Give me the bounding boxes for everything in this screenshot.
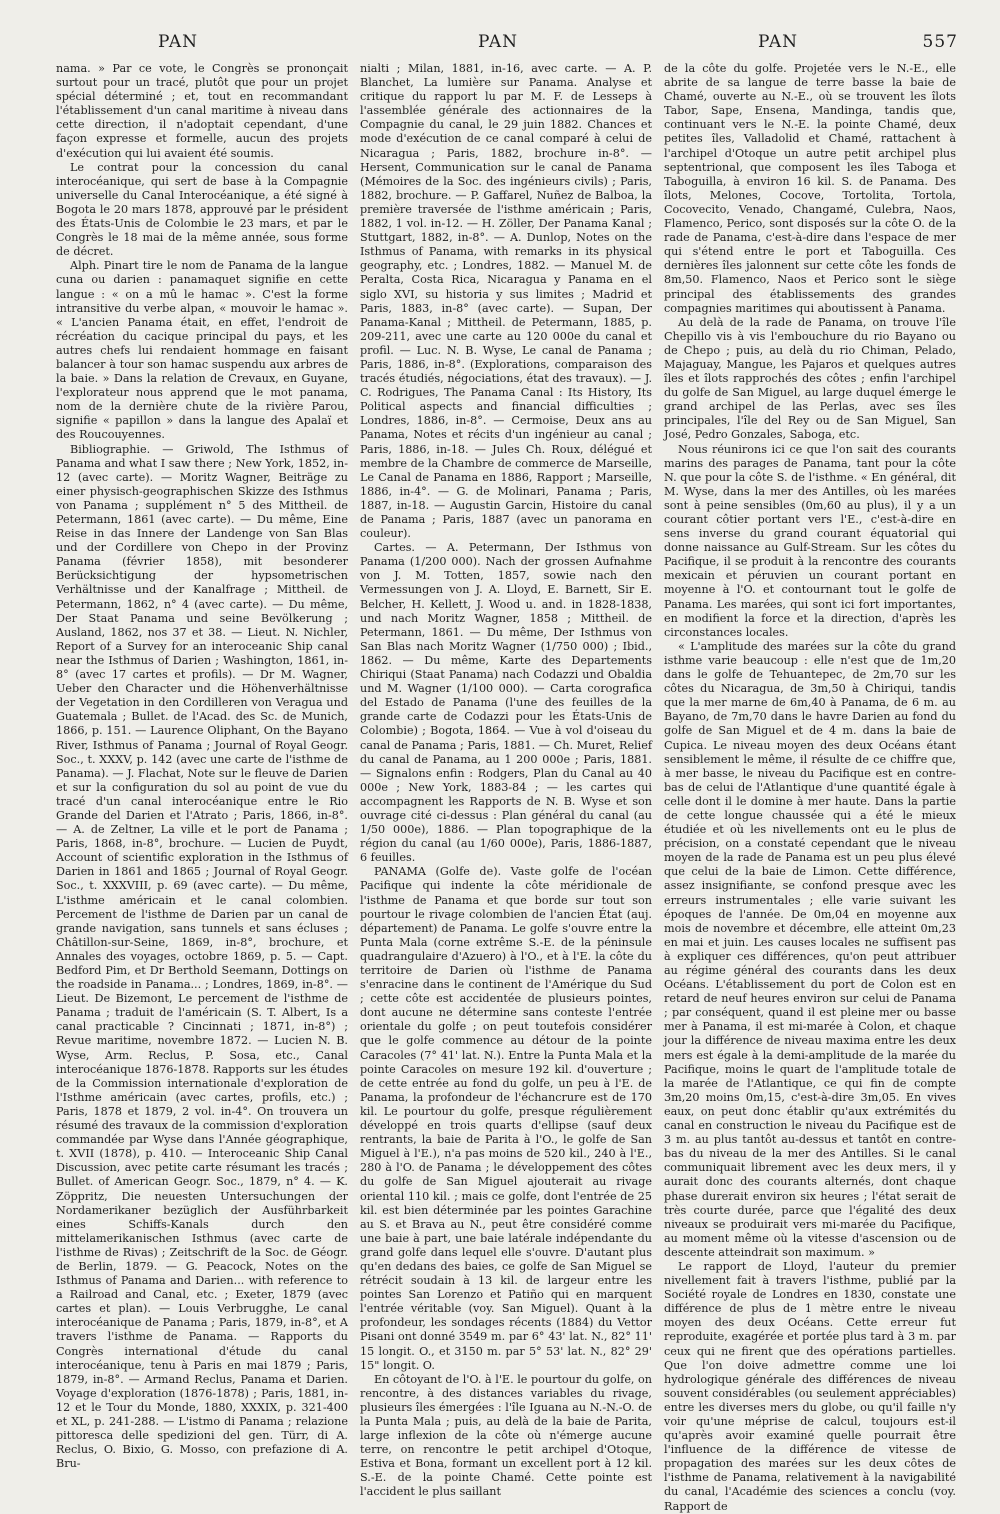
paragraph: Au delà de la rade de Panama, on trouve l'île Chepillo vis à vis l'embouchure du rio Bayano ou de Chepo ; puis, au delà du rio Chiman, Pelado, Majaguay, Mangue, les Pajaros et quelques autres îles et îlots rapprochés des côtes ; enfin l'archipel du golfe de San Miguel, au large duquel émerge le grand archipel de las Perlas, avec ses îles principales, l'île del Rey ou de San Miguel, San José, Pedro Gonzales, Saboga, etc. <box>664 315 956 442</box>
header-right-word: PAN <box>758 32 799 52</box>
paragraph: Alph. Pinart tire le nom de Panama de la langue cuna ou darien : panamaquet signifie en cette langue : « on a mû le hamac ». C'est la forme intransitive du verbe alpan, « mouvoir le hamac ». « L'ancien Panama était, en effet, l'endroit de récréation du cacique principal du pays, et les autres chefs lui rendaient hommage en faisant balancer à tour son hamac suspendu aux arbres de la baie. » Dans la relation de Crevaux, en Guyane, l'explorateur nous apprend que le mot panama, nom de la dernière chute de la rivière Parou, signifie « papillon » dans la langue des Apalaï et des Roucouyennes. <box>56 259 348 442</box>
paragraph: nama. » Par ce vote, le Congrès se prononçait surtout pour un tracé, plutôt que pour un projet spécial déterminé ; et, tout en recommandant l'établissement d'un canal maritime à niveau dans cette direction, il n'adoptait cependant, d'une façon expresse et formelle, aucun des projets d'exécution qui lui avaient été soumis. <box>56 62 348 160</box>
column-left <box>56 62 348 1471</box>
paragraph: de la côte du golfe. Projetée vers le N.-E., elle abrite de sa langue de terre basse la baie de Chamé, ouverte au N.-E., où se trouvent les îlots Tabor, Sape, Ensena, Mandinga, tandis que, continuant vers le N.-E. la pointe Chamé, deux petites îles, Valladolid et Chamé, rattachent à l'archipel d'Otoque un autre petit archipel plus septentrional, que composent les îles Taboga et Taboguilla, à environ 16 kil. S. de Panama. Des îlots, Melones, Cocove, Tortolita, Tortola, Cocovecito, Venado, Changamé, Culebra, Naos, Flamenco, Perico, sont disposés sur la côte O. de la rade de Panama, c'est-à-dire dans l'espace de mer qui s'étend entre le port et Taboguilla. Ces dernières îles jalonnent sur cette côte les fonds de 8m,50. Flamenco, Naos et Perico sont le siège principal des établissements des grandes compagnies maritimes qui aboutissent à Panama. <box>664 62 956 315</box>
paragraph: En côtoyant de l'O. à l'E. le pourtour du golfe, on rencontre, à des distances variables du rivage, plusieurs îles émergées : l'île Iguana au N.-N.-O. de la Punta Mala ; puis, au delà de la baie de Parita, large inflexion de la côte où n'émerge aucune terre, on rencontre le petit archipel d'Otoque, Estiva et Bona, formant un excellent port à 12 kil. S.-E. de la pointe Chamé. Cette pointe est l'accident le plus saillant <box>360 1372 652 1499</box>
paragraph: Nous réunirons ici ce que l'on sait des courants marins des parages de Panama, tant pour la côte N. que pour la côte S. de l'isthme. « En général, dit M. Wyse, dans la mer des Antilles, où les marées sont à peine sensibles (0m,60 au plus), il y a un courant côtier portant vers l'E., c'est-à-dire en sens inverse du grand courant équatorial qui donne naissance au Gulf-Stream. Sur les côtes du Pacifique, il se produit à la rencontre des courants mexicain et péruvien un courant portant en moyenne à l'O. et contournant tout le golfe de Panama. Les marées, qui sont ici fort importantes, en modifient la force et la direction, d'après les circonstances locales. <box>664 442 956 639</box>
header-left-word: PAN <box>158 32 199 52</box>
page-number: 557 <box>922 32 958 52</box>
paragraph: nialti ; Milan, 1881, in-16, avec carte. — A. P. Blanchet, La lumière sur Panama. Analyse et critique du rapport lu par M. F. de Lesseps à l'assemblée générale des actionnaires de la Compagnie du canal, le 29 juin 1882. Chances et mode d'exécution de ce canal comparé à celui de Nicaragua ; Paris, 1882, brochure in-8°. — Hersent, Communication sur le canal de Panama (Mémoires de la Soc. des ingénieurs civils) ; Paris, 1882, brochure. — P. Gaffarel, Nuñez de Balboa, la première traversée de l'isthme américain ; Paris, 1882, 1 vol. in-12. — H. Zöller, Der Panama Kanal ; Stuttgart, 1882, in-8°. — A. Dunlop, Notes on the Isthmus of Panama, with remarks in its physical geography, etc. ; Londres, 1882. — Manuel M. de Peralta, Costa Rica, Nicaragua y Panama en el siglo XVI, su historia y sus limites ; Madrid et Paris, 1883, in-8° (avec carte). — Supan, Der Panama-Kanal ; Mittheil. de Petermann, 1885, p. 209-211, avec une carte au 120 000e du canal et profil. — Luc. N. B. Wyse, Le canal de Panama ; Paris, 1886, in-8°. (Explorations, comparaison des tracés étudiés, négociations, état des travaux). — J. C. Rodrigues, The Panama Canal : Its History, Its Political aspects and financial difficulties ; Londres, 1886, in-8°. — Cermoise, Deux ans au Panama, Notes et récits d'un ingénieur au canal ; Paris, 1886, in-18. — Jules Ch. Roux, délégué et membre de la Chambre de commerce de Marseille, Le Canal de Panama en 1886, Rapport ; Marseille, 1886, in-4°. — G. de Molinari, Panama ; Paris, 1887, in-18. — Augustin Garcin, Histoire du canal de Panama ; Paris, 1887 (avec un panorama en couleur). <box>360 62 652 541</box>
header-center-word: PAN <box>478 32 519 52</box>
running-header <box>58 32 958 56</box>
paragraph: « L'amplitude des marées sur la côte du grand isthme varie beaucoup : elle n'est que de 1m,20 dans le golfe de Tehuantepec, de 2m,70 sur les côtes du Nicaragua, de 3m,50 à Chiriqui, tandis que la mer marne de 6m,40 à Panama, de 6 m. au Bayano, de 7m,70 dans le havre Darien au fond du golfe de San Miguel et de 4 m. dans la baie de Cupica. Le niveau moyen des deux Océans étant sensiblement le même, il résulte de ce chiffre que, à mer basse, le niveau du Pacifique est en contre-bas de celui de l'Atlantique d'une quantité égale à celle dont il le domine à mer haute. Dans la partie de cette longue chaussée qui a été le mieux étudiée et où les nivellements ont eu le plus de précision, on a constaté cependant que le niveau moyen de la rade de Panama est un peu plus élevé que celui de la baie de Limon. Cette différence, assez insignifiante, se confond presque avec les erreurs instrumentales ; elle varie suivant les époques de l'année. De 0m,04 en moyenne aux mois de novembre et décembre, elle atteint 0m,23 en mai et juin. Les causes locales ne suffisent pas à expliquer ces différences, qu'on peut attribuer au régime général des courants dans les deux Océans. L'établissement du port de Colon est en retard de neuf heures environ sur celui de Panama ; par conséquent, quand il est pleine mer ou basse mer à Panama, il est mi-marée à Colon, et chaque jour la différence de niveau maxima entre les deux mers est égale à la demi-amplitude de la marée du Pacifique, moins le quart de l'amplitude totale de la marée de l'Atlantique, ce qui fin de compte 3m,20 moins 0m,15, c'est-à-dire 3m,05. En vives eaux, on peut donc établir qu'aux extrémités du canal en construction le niveau du Pacifique est de 3 m. au plus tantôt au-dessus et tantôt en contre-bas du niveau de la mer des Antilles. Si le canal communiquait librement avec les deux mers, il y aurait donc des courants alternés, dont chaque phase durerait environ six heures ; l'état serait de très courte durée, parce que l'égalité des deux niveaux se produirait vers mi-marée du Pacifique, au moment même où la vitesse d'ascension ou de descente atteindrait son maximum. » <box>664 639 956 1259</box>
paragraph: Cartes. — A. Petermann, Der Isthmus von Panama (1/200 000). Nach der grossen Aufnahme von J. M. Totten, 1857, sowie nach den Vermessungen von J. A. Lloyd, E. Barnett, Sir E. Belcher, H. Kellett, J. Wood u. and. in 1828-1838, und nach Moritz Wagner, 1858 ; Mittheil. de Petermann, 1861. — Du même, Der Isthmus von San Blas nach Moritz Wagner (1/750 000) ; Ibid., 1862. — Du même, Karte des Departements Chiriqui (Staat Panama) nach Codazzi und Obaldia und M. Wagner (1/100 000). — Carta corografica del Estado de Panama (l'une des feuilles de la grande carte de Codazzi pour les États-Unis de Colombie) ; Bogota, 1864. — Vue à vol d'oiseau du canal de Panama ; Paris, 1881. — Ch. Muret, Relief du canal de Panama, au 1 200 000e ; Paris, 1881. — Signalons enfin : Rodgers, Plan du Canal au 40 000e ; New York, 1883-84 ; — les cartes qui accompagnent les Rapports de N. B. Wyse et son ouvrage cité ci-dessus : Plan général du canal (au 1/50 000e), 1886. — Plan topographique de la région du canal (au 1/60 000e), Paris, 1886-1887, 6 feuilles. <box>360 541 652 865</box>
column-right <box>664 62 956 1513</box>
paragraph: Le rapport de Lloyd, l'auteur du premier nivellement fait à travers l'isthme, publié par la Société royale de Londres en 1830, constate une différence de plus de 1 mètre entre le niveau moyen des deux Océans. Cette erreur fut reproduite, exagérée et portée plus tard à 3 m. par ceux qui ne firent que des opérations partielles. Que l'on doive admettre comme une loi hydrologique générale des différences de niveau souvent considérables (ou seulement appréciables) entre les diverses mers du globe, ou qu'il faille n'y voir qu'une méprise de calcul, toujours est-il qu'après avoir examiné quelle pourrait être l'influence de la différence de vitesse de propagation des marées sur les deux côtes de l'isthme de Panama, relativement à la navigabilité du canal, l'Académie des sciences a conclu (voy. Rapport de <box>664 1259 956 1513</box>
text-columns <box>56 62 956 1513</box>
column-middle <box>360 62 652 1499</box>
paragraph: PANAMA (Golfe de). Vaste golfe de l'océan Pacifique qui indente la côte méridionale de l'isthme de Panama et que borde sur tout son pourtour le rivage colombien de l'ancien État (auj. département) de Panama. Le golfe s'ouvre entre la Punta Mala (corne extrême S.-E. de la péninsule quadrangulaire d'Azuero) à l'O., et à l'E. la côte du territoire de Darien où l'isthme de Panama s'enracine dans le continent de l'Amérique du Sud ; cette côte est accidentée de plusieurs pointes, dont aucune ne détermine sans conteste l'entrée orientale du golfe ; on peut toutefois considérer que le golfe commence au détour de la pointe Caracoles (7° 41' lat. N.). Entre la Punta Mala et la pointe Caracoles on mesure 192 kil. d'ouverture ; de cette entrée au fond du golfe, un peu à l'E. de Panama, la profondeur de l'échancrure est de 170 kil. Le pourtour du golfe, presque régulièrement développé en trois quarts d'ellipse (sauf deux rentrants, la baie de Parita à l'O., le golfe de San Miguel à l'E.), n'a pas moins de 520 kil., 240 à l'E., 280 à l'O. de Panama ; le développement des côtes du golfe de San Miguel ajouterait au rivage oriental 110 kil. ; mais ce golfe, dont l'entrée de 25 kil. est bien déterminée par les pointes Garachine au S. et Brava au N., peut être considéré comme une baie à part, une baie latérale indépendante du grand golfe dans lequel elle s'ouvre. D'autant plus qu'en dedans des baies, ce golfe de San Miguel se rétrécit soudain à 13 kil. de largeur entre les pointes San Lorenzo et Patiño qui en marquent l'entrée véritable (voy. San Miguel). Quant à la profondeur, les sondages récents (1884) du Vettor Pisani ont donné 3549 m. par 6° 43' lat. N., 82° 11' 15 longit. O., et 3150 m. par 5° 53' lat. N., 82° 29' 15" longit. O. <box>360 865 652 1372</box>
paragraph: Bibliographie. — Griwold, The Isthmus of Panama and what I saw there ; New York, 1852, in-12 (avec carte). — Moritz Wagner, Beiträge zu einer physisch-geographischen Skizze des Isthmus von Panama ; supplément n° 5 des Mittheil. de Petermann, 1861 (avec carte). — Du même, Eine Reise in das Innere der Landenge von San Blas und der Cordillere von Chepo in der Provinz Panama (février 1858), mit besonderer Berücksichtigung der hypsometrischen Verhältnisse und der Kanalfrage ; Mittheil. de Petermann, 1862, n° 4 (avec carte). — Du même, Der Staat Panama und seine Bevölkerung ; Ausland, 1862, nos 37 et 38. — Lieut. N. Nichler, Report of a Survey for an interoceanic Ship canal near the Isthmus of Darien ; Washington, 1861, in-8° (avec 17 cartes et profils). — Dr M. Wagner, Ueber den Character und die Höhenverhältnisse der Vegetation in den Cordilleren von Veragua und Guatemala ; Bullet. de l'Acad. des Sc. de Munich, 1866, p. 151. — Laurence Oliphant, On the Bayano River, Isthmus of Panama ; Journal of Royal Geogr. Soc., t. XXXV, p. 142 (avec une carte de l'isthme de Panama). — J. Flachat, Note sur le fleuve de Darien et sur la configuration du sol au point de vue du tracé d'un canal interocéanique entre le Rio Grande del Darien et l'Atrato ; Paris, 1866, in-8°. — A. de Zeltner, La ville et le port de Panama ; Paris, 1868, in-8°, brochure. — Lucien de Puydt, Account of scientific exploration in the Isthmus of Darien in 1861 and 1865 ; Journal of Royal Geogr. Soc., t. XXXVIII, p. 69 (avec carte). — Du même, L'isthme américain et le canal colombien. Percement de l'isthme de Darien par un canal de grande navigation, sans tunnels et sans écluses ; Châtillon-sur-Seine, 1869, in-8°, brochure, et Annales des voyages, octobre 1869, p. 5. — Capt. Bedford Pim, et Dr Berthold Seemann, Dottings on the roadside in Panama... ; Londres, 1869, in-8°. — Lieut. De Bizemont, Le percement de l'isthme de Panama ; traduit de l'américain (S. T. Albert, Is a canal practicable ? Cincinnati ; 1871, in-8°) ; Revue maritime, novembre 1872. — Lucien N. B. Wyse, Arm. Reclus, P. Sosa, etc., Canal interocéanique 1876-1878. Rapports sur les études de la Commission internationale d'exploration de l'Isthme américain (avec cartes, profils, etc.) ; Paris, 1878 et 1879, 2 vol. in-4°. On trouvera un résumé des travaux de la commission d'exploration commandée par Wyse dans l'Année géographique, t. XVII (1878), p. 410. — Interoceanic Ship Canal Discussion, avec petite carte résumant les tracés ; Bullet. of American Geogr. Soc., 1879, n° 4. — K. Zöppritz, Die neuesten Untersuchungen der Nordamerikaner bezüglich der Ausführbarkeit eines Schiffs-Kanals durch den mittelamerikanischen Isthmus (avec carte de l'isthme de Rivas) ; Zeitschrift de la Soc. de Géogr. de Berlin, 1879. — G. Peacock, Notes on the Isthmus of Panama and Darien... with reference to a Railroad and Canal, etc. ; Exeter, 1879 (avec cartes et plan). — Louis Verbrugghe, Le canal interocéanique de Panama ; Paris, 1879, in-8°, et A travers l'isthme de Panama. — Rapports du Congrès international d'étude du canal interocéanique, tenu à Paris en mai 1879 ; Paris, 1879, in-8°. — Armand Reclus, Panama et Darien. Voyage d'exploration (1876-1878) ; Paris, 1881, in-12 et le Tour du Monde, 1880, XXXIX, p. 321-400 et XL, p. 241-288. — L'istmo di Panama ; relazione pittoresca delle spedizioni del gen. Türr, di A. Reclus, O. Bixio, G. Mosso, con prefazione di A. Bru- <box>56 442 348 1471</box>
paragraph: Le contrat pour la concession du canal interocéanique, qui sert de base à la Compagnie universelle du Canal Interocéanique, a été signé à Bogota le 20 mars 1878, approuvé par le président des États-Unis de Colombie le 23 mars, et par le Congrès le 18 mai de la même année, sous forme de décret. <box>56 160 348 259</box>
